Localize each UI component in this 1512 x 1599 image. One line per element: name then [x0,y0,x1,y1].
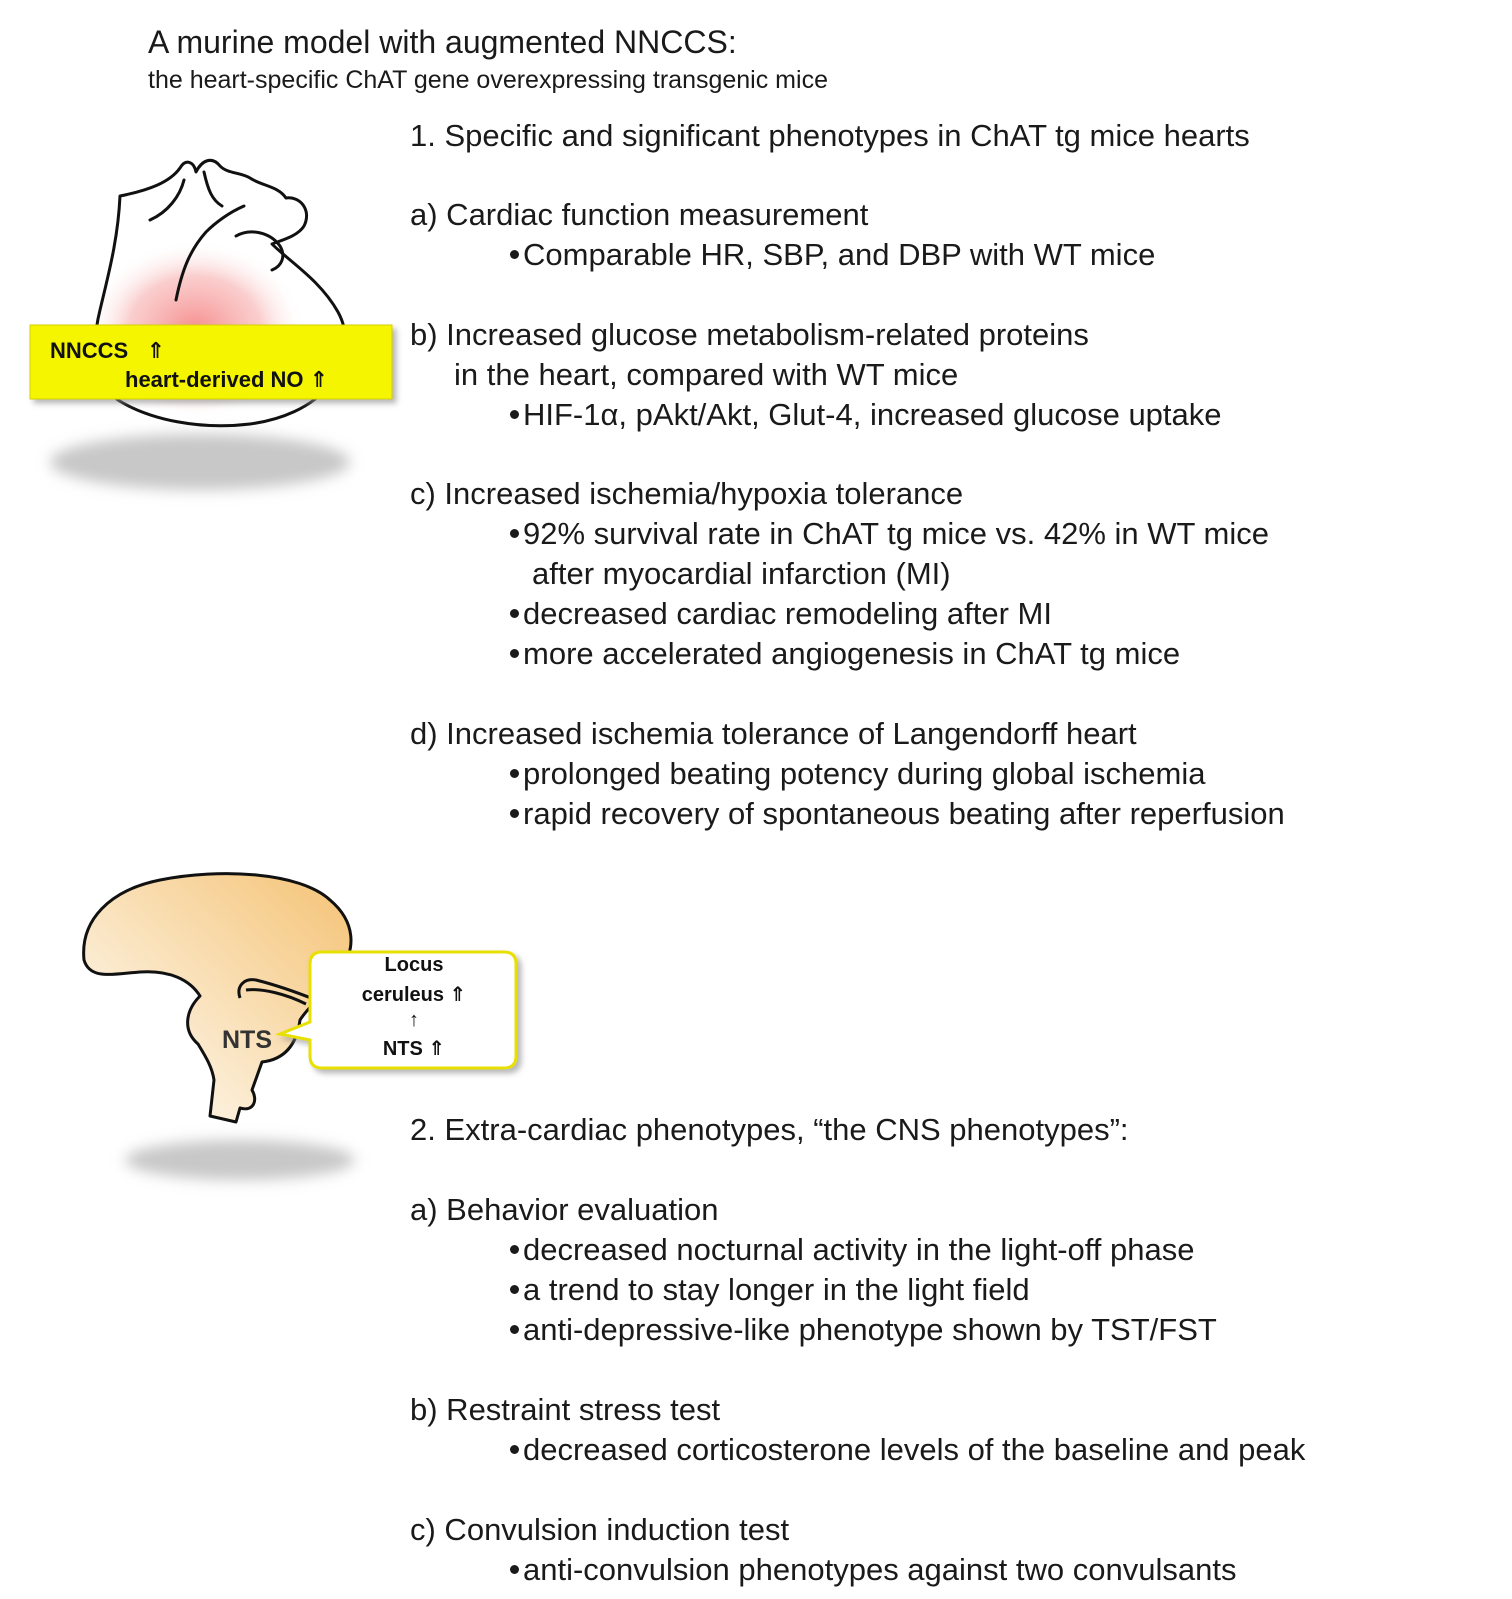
bullet-icon [510,1325,519,1334]
bullet-icon [510,1445,519,1454]
bullet-icon [510,529,519,538]
brain-shadow [125,1140,355,1180]
bubble-line1: Locus [384,954,444,976]
bullet-icon [510,769,519,778]
section1-b-bullet1: HIF-1α, pAkt/Akt, Glut-4, increased glucose uptake [510,395,1222,435]
section2-c-label: c) Convulsion induction test [410,1512,790,1547]
page-subtitle: the heart-specific ChAT gene overexpressing transgenic mice [148,66,828,94]
section2-b-label: b) Restraint stress test [410,1392,721,1427]
bullet-icon [510,1245,519,1254]
section2-heading: 2. Extra-cardiac phenotypes, “the CNS phenotypes”: [410,1112,1129,1147]
brain-nts-label: NTS [222,1026,272,1054]
section1-c-label: c) Increased ischemia/hypoxia tolerance [410,476,964,511]
section2-a-label: a) Behavior evaluation [410,1192,719,1227]
heart-label-line1: NNCCS ⇑ [50,338,166,363]
section1-a-bullet1: Comparable HR, SBP, and DBP with WT mice [510,235,1155,275]
bullet-icon [510,1565,519,1574]
bullet-icon [510,410,519,419]
section2-a-bullet2: a trend to stay longer in the light field [510,1270,1030,1310]
bullet-icon [510,1285,519,1294]
section2-a-bullet1: decreased nocturnal activity in the light-off phase [510,1230,1195,1270]
section1-d-bullet2: rapid recovery of spontaneous beating after reperfusion [510,794,1285,834]
section1-b-label-cont: in the heart, compared with WT mice [454,357,959,392]
bullet-icon [510,609,519,618]
section1-b-label: b) Increased glucose metabolism-related proteins [410,317,1089,352]
bullet-icon [510,649,519,658]
section1-c-bullet3: more accelerated angiogenesis in ChAT tg mice [510,634,1180,674]
bubble-arrow: ↑ [409,1009,419,1031]
section1-c-bullet1: 92% survival rate in ChAT tg mice vs. 42% in WT mice [510,514,1269,554]
section2-c-bullet1: anti-convulsion phenotypes against two convulsants [510,1550,1236,1590]
heart-shadow [50,434,350,490]
bullet-icon [510,250,519,259]
section1-d-label: d) Increased ischemia tolerance of Langendorff heart [410,716,1137,751]
section2-b-bullet1: decreased corticosterone levels of the baseline and peak [510,1430,1305,1470]
section1-d-bullet1: prolonged beating potency during global ischemia [510,754,1205,794]
section2-a-bullet3: anti-depressive-like phenotype shown by TST/FST [510,1310,1217,1350]
page-title: A murine model with augmented NNCCS: [148,24,737,60]
heart-label-line2: heart-derived NO ⇑ [125,367,329,392]
section1-c-bullet2: decreased cardiac remodeling after MI [510,594,1052,634]
section1-c-bullet1-cont: after myocardial infarction (MI) [532,556,951,591]
bullet-icon [510,809,519,818]
bubble-line4: NTS ⇑ [382,1038,446,1060]
section1-heading: 1. Specific and significant phenotypes in ChAT tg mice hearts [410,118,1250,153]
bubble-line2: ceruleus ⇑ [361,984,467,1006]
section1-a-label: a) Cardiac function measurement [410,197,869,232]
